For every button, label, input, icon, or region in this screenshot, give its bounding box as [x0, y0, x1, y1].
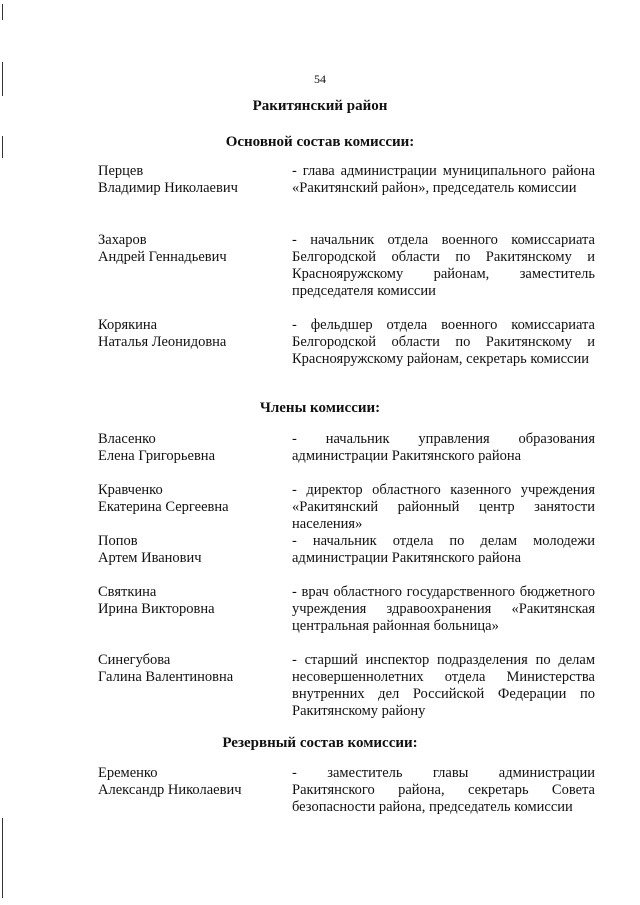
member-surname: Перцев	[98, 163, 144, 179]
member-name	[98, 163, 238, 197]
member-role: - директор областного казенного учреждения «Ракитянский районный центр занятости населения»	[292, 482, 595, 532]
member-role: - старший инспектор подразделения по делам несовершеннолетних отдела Министерства внутренних дел Российской Федерации по Ракитянскому району	[292, 652, 595, 719]
member-given-names: Елена Григорьевна	[98, 448, 216, 464]
member-role: - фельдшер отдела военного комиссариата Белгородской области по Ракитянскому и Краснояружскому районам, секретарь комиссии	[292, 317, 595, 367]
district-title: Ракитянский район	[252, 98, 388, 114]
member-given-names: Наталья Леонидовна	[98, 334, 227, 350]
member-given-names: Владимир Николаевич	[98, 180, 238, 196]
member-role: - заместитель главы администрации Ракитянского района, секретарь Совета безопасности района, председатель комиссии	[292, 765, 595, 815]
member-surname: Святкина	[98, 584, 157, 600]
member-given-names: Ирина Викторовна	[98, 601, 215, 617]
member-name	[98, 482, 229, 516]
member-surname: Кравченко	[98, 482, 163, 498]
member-given-names: Екатерина Сергеевна	[98, 499, 229, 515]
member-name	[98, 652, 233, 686]
member-given-names: Александр Николаевич	[98, 782, 242, 798]
member-name	[98, 431, 215, 465]
member-name	[98, 765, 242, 799]
member-surname: Захаров	[98, 232, 147, 248]
page-number: 54	[314, 72, 326, 86]
scan-margin-mark	[2, 818, 3, 898]
section-heading-members: Члены комиссии:	[259, 400, 381, 416]
scan-margin-mark	[2, 4, 3, 20]
section-heading-main: Основной состав комиссии:	[225, 134, 415, 150]
member-name	[98, 533, 202, 567]
member-surname: Попов	[98, 533, 138, 549]
member-surname: Корякина	[98, 317, 158, 333]
member-surname: Синегубова	[98, 652, 171, 668]
member-name	[98, 317, 226, 351]
member-given-names: Андрей Геннадьевич	[98, 249, 227, 265]
member-name	[98, 232, 227, 266]
member-name	[98, 584, 215, 618]
member-given-names: Галина Валентиновна	[98, 669, 234, 685]
member-surname: Власенко	[98, 431, 156, 447]
member-given-names: Артем Иванович	[98, 550, 202, 566]
member-role: - начальник отдела по делам молодежи администрации Ракитянского района	[292, 533, 595, 566]
member-role: - начальник отдела военного комиссариата Белгородской области по Ракитянскому и Краснояружскому районам, заместитель председателя комиссии	[292, 232, 595, 299]
section-heading-reserve: Резервный состав комиссии:	[222, 735, 418, 751]
member-role: - врач областного государственного бюджетного учреждения здравоохранения «Ракитянская центральная районная больница»	[292, 584, 595, 634]
member-role: - глава администрации муниципального района «Ракитянский район», председатель комиссии	[292, 163, 595, 196]
member-surname: Еременко	[98, 765, 158, 781]
member-role: - начальник управления образования администрации Ракитянского района	[292, 431, 595, 464]
